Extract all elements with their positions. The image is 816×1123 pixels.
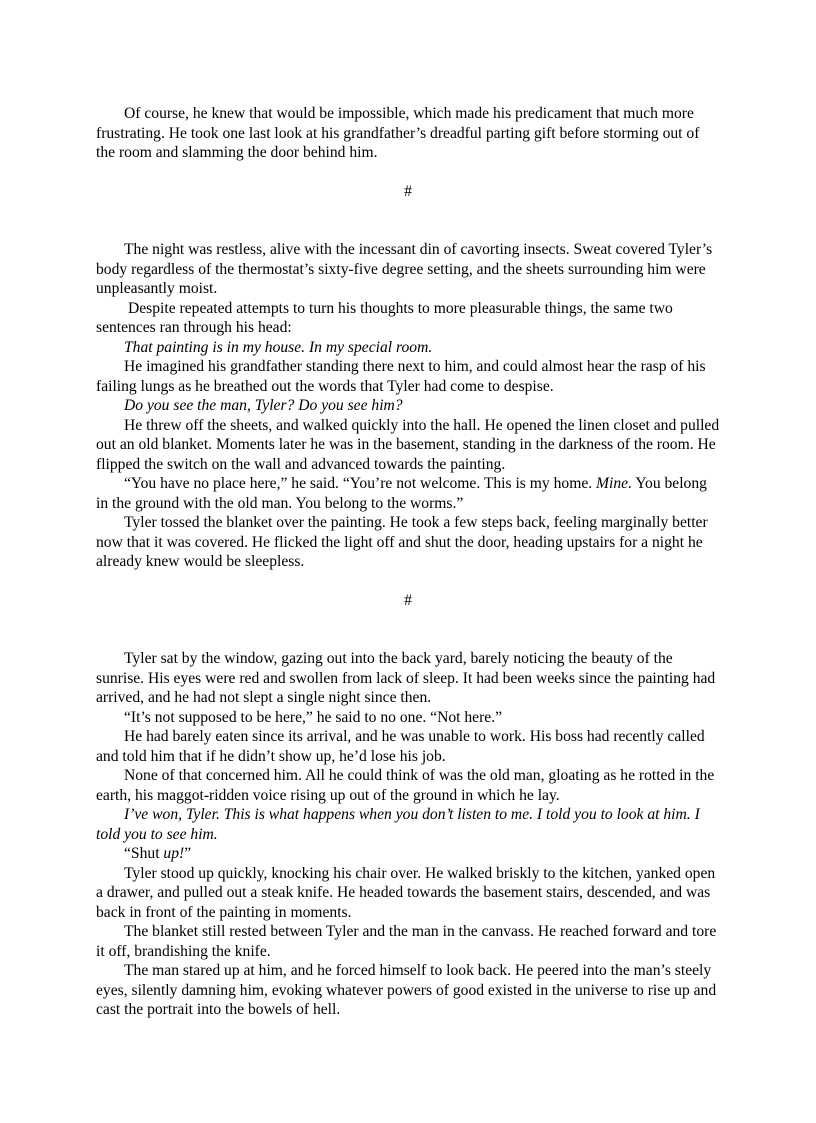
dialogue-paragraph	[96, 844, 720, 864]
italic-text: up!	[163, 845, 185, 862]
dialogue-paragraph	[96, 474, 720, 513]
text-run: “You have no place here,” he said. “You’re not welcome. This is my home.	[124, 475, 597, 492]
italic-thought	[96, 396, 720, 416]
italic-text: Do you see the man, Tyler? Do you see him?	[124, 397, 403, 414]
paragraph: He imagined his grandfather standing there next to him, and could almost hear the rasp of his failing lungs as he breathed out the words that Tyler had come to despise.	[96, 358, 706, 395]
paragraph: The man stared up at him, and he forced himself to look back. He peered into the man’s steely eyes, silently damning him, evoking whatever powers of good existed in the universe to rise up and cast the portrait into the bowels of hell.	[96, 962, 717, 1018]
paragraph: Despite repeated attempts to turn his thoughts to more pleasurable things, the same two sentences ran through his head:	[96, 299, 673, 336]
text-run: ”	[184, 845, 192, 862]
italic-text: I’ve won, Tyler. This is what happens when you don’t listen to me. I told you to look at him. I told you to see him.	[96, 806, 700, 843]
scene-break: #	[404, 591, 412, 609]
dialogue-paragraph: “It’s not supposed to be here,” he said to no one. “Not here.”	[124, 708, 503, 726]
manuscript-page	[96, 104, 720, 1020]
italic-thought	[96, 338, 720, 358]
text-run: You belong in the ground with the old man. You belong to the worms.”	[96, 475, 707, 512]
paragraph: He had barely eaten since its arrival, and he was unable to work. His boss had recently called and told him that if he didn’t show up, he’d lose his job.	[96, 728, 705, 765]
paragraph: Of course, he knew that would be impossible, which made his predicament that much more frustrating. He took one last look at his grandfather’s dreadful parting gift before storming out of the room and slamming the door behind him.	[96, 105, 700, 161]
paragraph: Tyler tossed the blanket over the painting. He took a few steps back, feeling marginally better now that it was covered. He flicked the light off and shut the door, heading upstairs for a night he already knew would be sleepless.	[96, 514, 708, 570]
paragraph: He threw off the sheets, and walked quickly into the hall. He opened the linen closet and pulled out an old blanket. Moments later he was in the basement, standing in the darkness of the room. He flipped the switch on the wall and advanced towards the painting.	[96, 416, 720, 473]
paragraph: The blanket still rested between Tyler and the man in the canvass. He reached forward and tore it off, brandishing the knife.	[96, 923, 717, 960]
text-run: “Shut	[124, 845, 164, 862]
italic-text: Mine.	[596, 475, 632, 492]
paragraph: Tyler stood up quickly, knocking his chair over. He walked briskly to the kitchen, yanked open a drawer, and pulled out a steak knife. He headed towards the basement stairs, descended, and was back in front of the painting in moments.	[96, 864, 716, 921]
italic-thought	[96, 805, 720, 844]
paragraph: None of that concerned him. All he could think of was the old man, gloating as he rotted in the earth, his maggot-ridden voice rising up out of the ground in which he lay.	[96, 767, 715, 804]
italic-text: That painting is in my house. In my special room.	[124, 338, 433, 356]
paragraph: The night was restless, alive with the incessant din of cavorting insects. Sweat covered Tyler’s body regardless of the thermostat’s sixty-five degree setting, and the sheets surrounding him were unpleasantly moist.	[96, 241, 713, 297]
paragraph: Tyler sat by the window, gazing out into the back yard, barely noticing the beauty of the sunrise. His eyes were red and swollen from lack of sleep. It had been weeks since the painting had arrived, and he had not slept a single night since then.	[96, 650, 716, 706]
scene-break: #	[404, 182, 412, 200]
